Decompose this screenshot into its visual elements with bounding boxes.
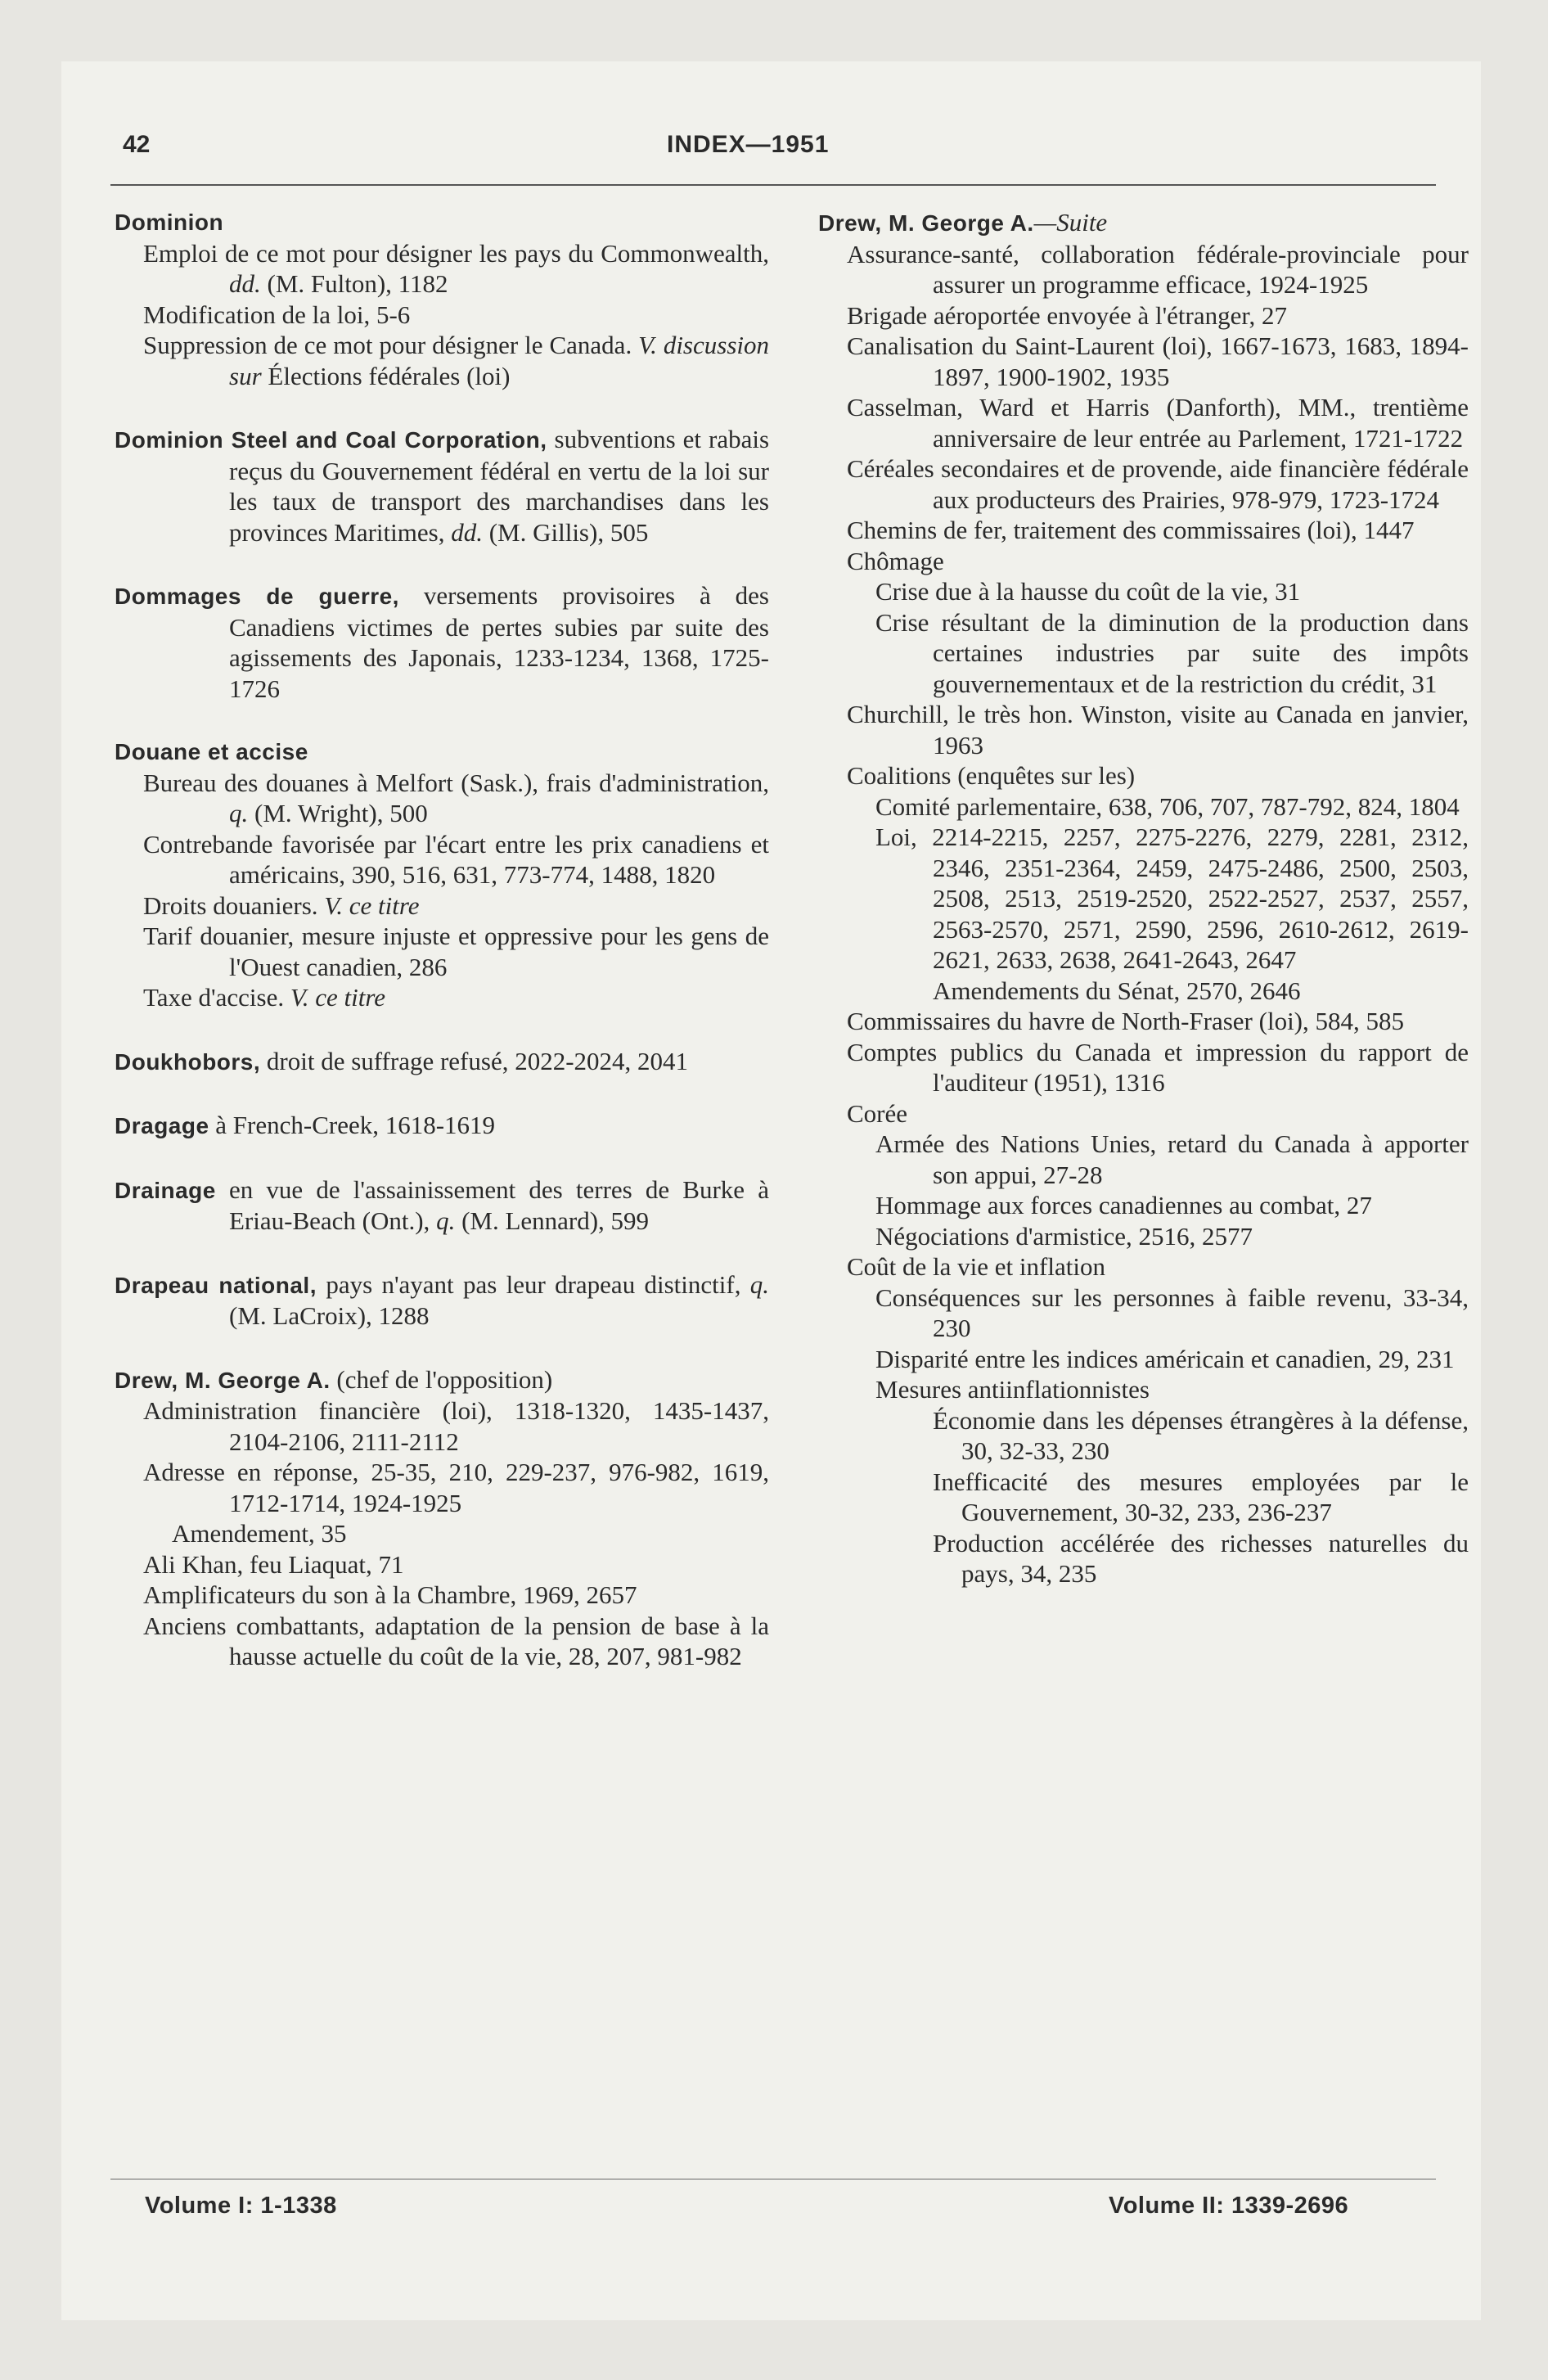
subentry: Casselman, Ward et Harris (Danforth), MM., trentième anniversaire de leur entrée au Parlement, 1721-1722 bbox=[847, 393, 1469, 453]
subentry-level2: Conséquences sur les personnes à faible revenu, 33-34, 230 bbox=[875, 1282, 1469, 1342]
index-entry-dominion bbox=[115, 207, 769, 391]
subentry: Coût de la vie et inflation bbox=[847, 1252, 1105, 1281]
subentry: Coalitions (enquêtes sur les) bbox=[847, 761, 1136, 790]
subentry-level2: Loi, 2214-2215, 2257, 2275-2276, 2279, 2281, 2312, 2346, 2351-2364, 2459, 2475-2486, 2500, 2503, 2508, 2513, 2519-2520, 2522-2527, 2537, 2557, 2563-2570, 2571, 2590, 2596, 2610-2612, 2619-2621, 2633, 2638, 2641-2643, 2647 bbox=[875, 823, 1469, 974]
index-page bbox=[61, 61, 1481, 2320]
index-entry-doukhobors bbox=[115, 1046, 769, 1078]
index-entry-drapeau bbox=[115, 1269, 769, 1332]
entry-text: Drainage en vue de l'assainissement des terres de Burke à Eriau-Beach (Ont.), q. (M. Lennard), 599 bbox=[115, 1174, 769, 1235]
header-rule bbox=[110, 184, 1436, 186]
subentry: Assurance-santé, collaboration fédérale-provinciale pour assurer un programme efficace, 1924-1925 bbox=[847, 239, 1469, 299]
subentry: Commissaires du havre de North-Fraser (loi), 584, 585 bbox=[847, 1007, 1405, 1035]
subentry-level2: Hommage aux forces canadiennes au combat, 27 bbox=[875, 1191, 1372, 1219]
subentry-level2: Amendement, 35 bbox=[172, 1519, 347, 1548]
subentry-level2: Mesures antiinflationnistes bbox=[875, 1375, 1150, 1404]
index-entry-douane bbox=[115, 737, 769, 1013]
subentry: Anciens combattants, adaptation de la pension de base à la hausse actuelle du coût de la vie, 28, 207, 981-982 bbox=[143, 1611, 769, 1670]
subentry-level3: Économie dans les dépenses étrangères à la défense, 30, 32-33, 230 bbox=[933, 1405, 1469, 1465]
entry-heading: Douane et accise bbox=[115, 739, 308, 764]
right-column bbox=[818, 207, 1469, 1589]
subentry: Bureau des douanes à Melfort (Sask.), frais d'administration, q. (M. Wright), 500 bbox=[143, 768, 769, 827]
entry-text: Dominion Steel and Coal Corporation, subventions et rabais reçus du Gouvernement fédéral en vertu de la loi sur les taux de transport des marchandises dans les provinces Maritimes, dd. (M. Gillis), 505 bbox=[115, 425, 770, 547]
subentry: Tarif douanier, mesure injuste et oppressive pour les gens de l'Ouest canadien, 286 bbox=[143, 922, 769, 981]
entry-text: Dragage à French-Creek, 1618-1619 bbox=[115, 1111, 496, 1139]
subentry-level2: Négociations d'armistice, 2516, 2577 bbox=[875, 1221, 1253, 1251]
subentry-level2: Comité parlementaire, 638, 706, 707, 787-792, 824, 1804 bbox=[875, 791, 1460, 821]
footer-volume-2: Volume II: 1339-2696 bbox=[1109, 2193, 1349, 2219]
subentry: Churchill, le très hon. Winston, visite au Canada en janvier, 1963 bbox=[847, 700, 1469, 760]
entry-text: Doukhobors, droit de suffrage refusé, 2022-2024, 2041 bbox=[115, 1046, 689, 1075]
index-entry-dragage bbox=[115, 1110, 769, 1142]
subentry: Modification de la loi, 5-6 bbox=[143, 300, 411, 329]
subentry: Adresse en réponse, 25-35, 210, 229-237, 976-982, 1619, 1712-1714, 1924-1925 bbox=[143, 1458, 769, 1517]
entry-text: Dommages de guerre, versements provisoires à des Canadiens victimes de pertes subies par suite des agissements des Japonais, 1233-1234, 1368, 1725-1726 bbox=[115, 581, 769, 703]
footer-volume-1: Volume I: 1-1338 bbox=[145, 2193, 337, 2219]
index-entry-dominion-steel bbox=[115, 424, 769, 548]
running-title: INDEX—1951 bbox=[667, 131, 830, 158]
subentry: Chômage bbox=[847, 546, 944, 575]
page-header bbox=[61, 131, 1481, 172]
subentry: Comptes publics du Canada et impression du rapport de l'auditeur (1951), 1316 bbox=[847, 1037, 1469, 1097]
subentry: Droits douaniers. V. ce titre bbox=[143, 890, 420, 920]
subentry: Emploi de ce mot pour désigner les pays du Commonwealth, dd. (M. Fulton), 1182 bbox=[143, 238, 769, 298]
entry-heading: Drew, M. George A. (chef de l'opposition) bbox=[115, 1364, 553, 1394]
subentry: Céréales secondaires et de provende, aide financière fédérale aux producteurs des Prairies, 978-979, 1723-1724 bbox=[847, 454, 1469, 514]
subentry: Canalisation du Saint-Laurent (loi), 1667-1673, 1683, 1894-1897, 1900-1902, 1935 bbox=[847, 331, 1469, 391]
subentry-level2: Armée des Nations Unies, retard du Canada à apporter son appui, 27-28 bbox=[875, 1129, 1469, 1189]
subentry-level3: Production accélérée des richesses naturelles du pays, 34, 235 bbox=[933, 1528, 1469, 1588]
subentry-level2: Crise résultant de la diminution de la production dans certaines industries par suite des impôts gouvernementaux et de la restriction du crédit, 31 bbox=[875, 607, 1469, 698]
index-entry-dommages bbox=[115, 580, 769, 704]
left-column bbox=[115, 207, 769, 1705]
page-number: 42 bbox=[123, 131, 151, 158]
subentry: Brigade aéroportée envoyée à l'étranger, 27 bbox=[847, 300, 1287, 330]
index-entry-drainage bbox=[115, 1174, 769, 1237]
subentry: Chemins de fer, traitement des commissaires (loi), 1447 bbox=[847, 516, 1415, 544]
entry-text: Drapeau national, pays n'ayant pas leur drapeau distinctif, q. (M. LaCroix), 1288 bbox=[115, 1269, 770, 1330]
subentry: Contrebande favorisée par l'écart entre les prix canadiens et américains, 390, 516, 631, 773-774, 1488, 1820 bbox=[143, 829, 769, 889]
subentry-level2: Crise due à la hausse du coût de la vie, 31 bbox=[875, 577, 1301, 606]
subentry: Corée bbox=[847, 1098, 908, 1128]
entry-heading: Dominion bbox=[115, 210, 224, 235]
index-entry-drew bbox=[115, 1364, 769, 1672]
subentry: Administration financière (loi), 1318-1320, 1435-1437, 2104-2106, 2111-2112 bbox=[143, 1396, 769, 1456]
subentry-level2: Disparité entre les indices américain et canadien, 29, 231 bbox=[875, 1344, 1455, 1373]
subentry-level3: Amendements du Sénat, 2570, 2646 bbox=[933, 976, 1301, 1005]
subentry: Amplificateurs du son à la Chambre, 1969, 2657 bbox=[143, 1580, 637, 1609]
subentry: Suppression de ce mot pour désigner le Canada. V. discussion sur Élections fédérales (loi) bbox=[143, 331, 769, 390]
continued-heading: Drew, M. George A.—Suite bbox=[818, 208, 1108, 237]
subentry-level3: Inefficacité des mesures employées par le Gouvernement, 30-32, 233, 236-237 bbox=[933, 1467, 1469, 1526]
subentry: Taxe d'accise. V. ce titre bbox=[143, 983, 386, 1012]
subentry: Ali Khan, feu Liaquat, 71 bbox=[143, 1549, 404, 1579]
